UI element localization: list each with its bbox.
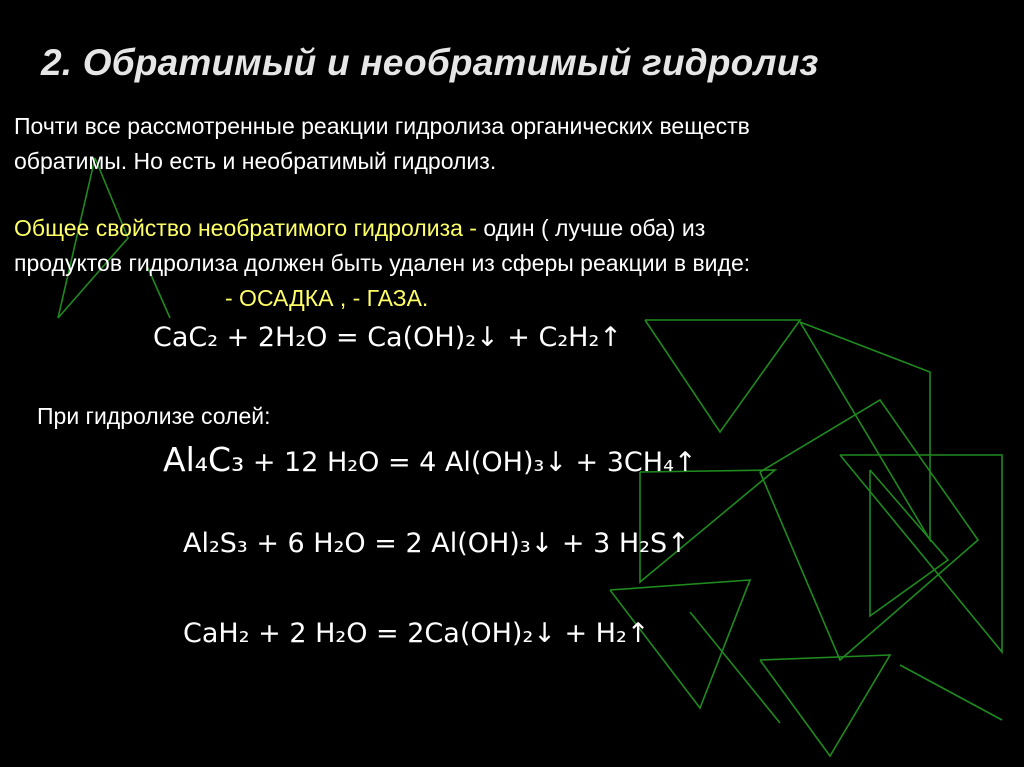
intro-line-1: Почти все рассмотренные реакции гидролиза органических веществ <box>14 113 750 139</box>
equation-al4c3-lead: Al₄C₃ <box>163 440 245 479</box>
slide-title: 2. Обратимый и необратимый гидролиз <box>41 42 819 83</box>
deco-line-bottom <box>690 612 780 723</box>
property-line-2: продуктов гидролиза должен быть удален из сферы реакции в виде: <box>14 250 751 276</box>
equation-al4c3-rest: + 12 H₂O = 4 Al(OH)₃↓ + 3CH₄↑ <box>244 447 697 478</box>
deco-triangle-bottom-right <box>760 655 890 756</box>
equation-al4c3 <box>163 440 697 479</box>
intro-line-2: обратимы. Но есть и необратимый гидролиз. <box>14 148 497 174</box>
deco-edge-right <box>840 455 1002 652</box>
deco-triangle-mid <box>640 470 775 582</box>
property-line-3: - ОСАДКА , - ГАЗА. <box>225 285 429 311</box>
property-rest: один ( лучше оба) из <box>483 215 706 241</box>
property-line-1 <box>14 215 705 242</box>
deco-triangle-right <box>870 470 948 616</box>
equation-cac2: CaC₂ + 2H₂O = Ca(OH)₂↓ + C₂H₂↑ <box>153 322 622 353</box>
property-highlight: Общее свойство необратимого гидролиза - <box>14 215 484 241</box>
deco-triangle-upper <box>645 320 800 432</box>
equation-al2s3: Al₂S₃ + 6 H₂O = 2 Al(OH)₃↓ + 3 H₂S↑ <box>183 528 690 559</box>
equation-cah2: CaH₂ + 2 H₂O = 2Ca(OH)₂↓ + H₂↑ <box>183 618 650 649</box>
salts-heading: При гидролизе солей: <box>37 403 271 429</box>
deco-quad-right <box>800 322 930 540</box>
deco-line-right <box>900 665 1002 720</box>
